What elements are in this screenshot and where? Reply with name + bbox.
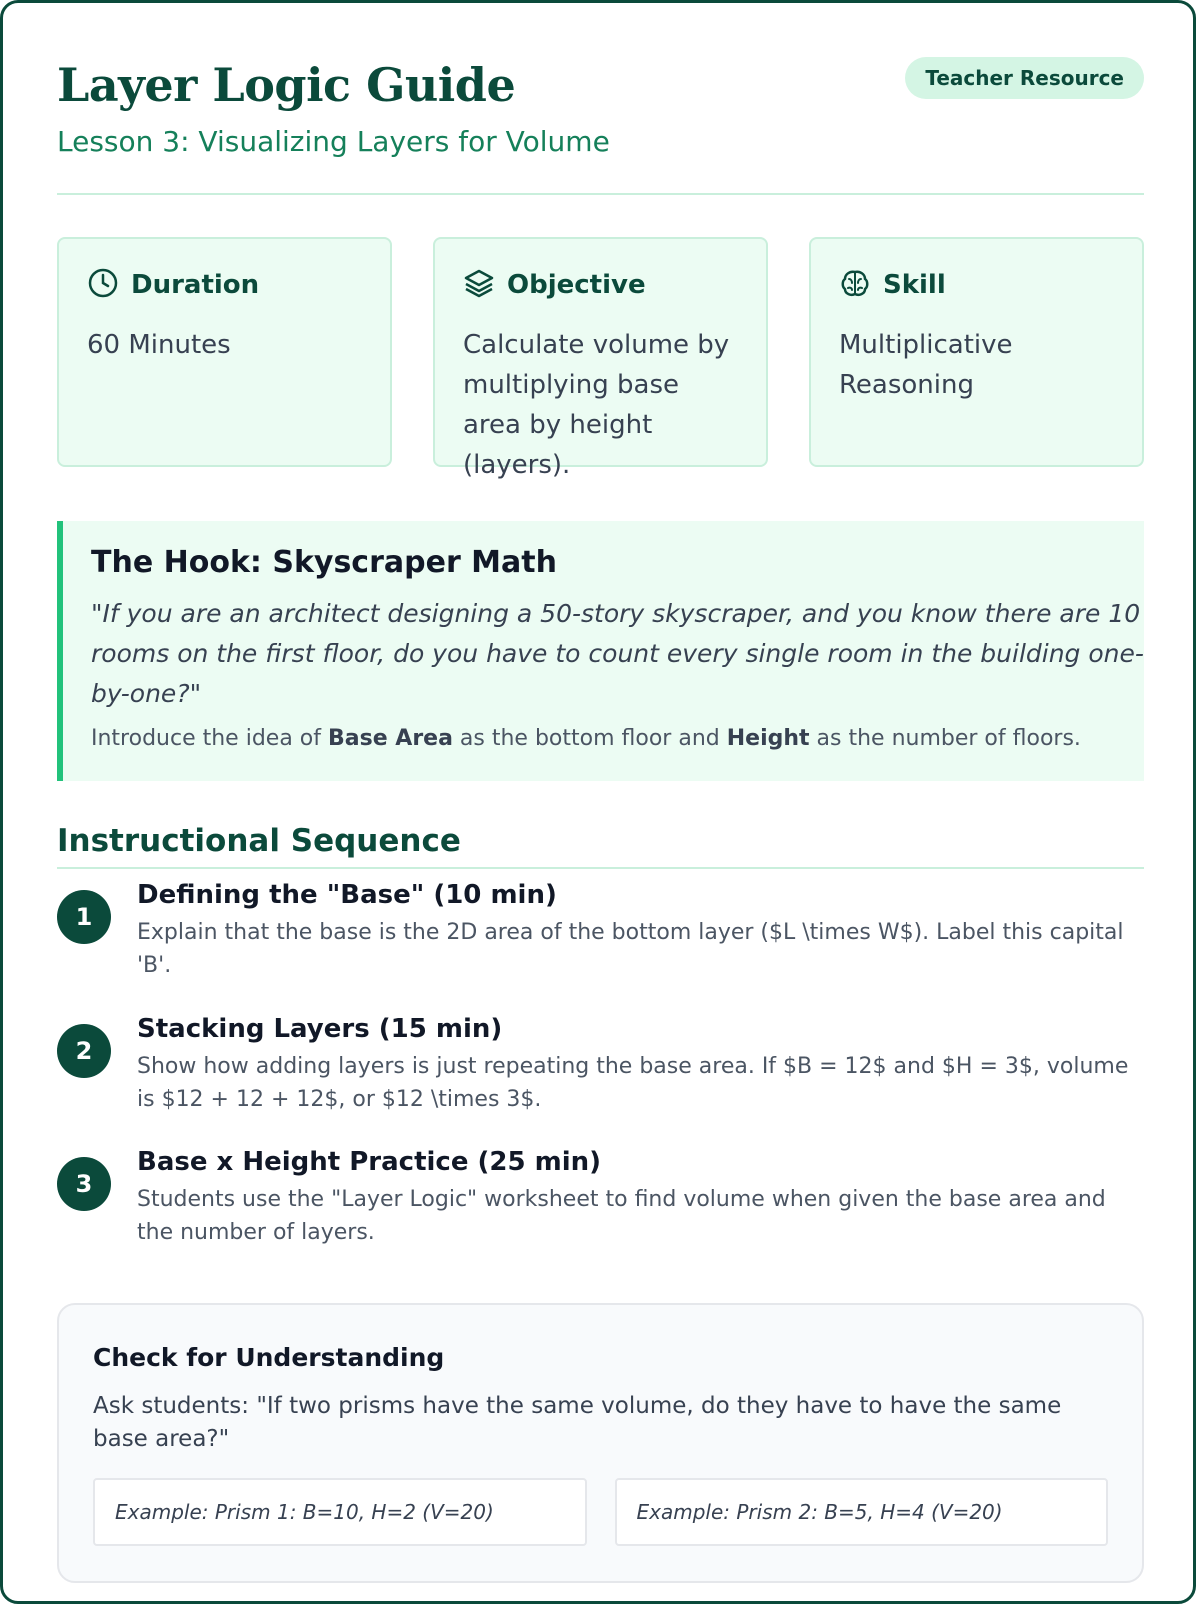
skill-card [809,237,1144,467]
step-title: Defining the "Base" (10 min) [137,880,557,910]
sequence-title: Instructional Sequence [57,823,461,859]
page-subtitle: Lesson 3: Visualizing Layers for Volume [57,125,610,158]
step-text: Show how adding layers is just repeating the base area. If $B = 12$ and $H = 3$, volume is $12 + 12 + 12$, or $12 \times 3$. [137,1054,1129,1112]
hook-section [57,521,1144,781]
teacher-resource-badge: Teacher Resource [905,57,1144,99]
step-text: Students use the "Layer Logic" worksheet to find volume when given the base area and the number of layers. [137,1187,1106,1245]
header-divider [57,193,1144,195]
brain-icon [839,267,871,303]
step-number-badge: 3 [57,1157,111,1211]
hook-note: Introduce the idea of Base Area as the bottom floor and Height as the number of floors. [91,726,1081,751]
check-title: Check for Understanding [93,1343,445,1372]
page-title: Layer Logic Guide [57,58,516,112]
clock-icon [87,267,119,303]
step-number-badge: 1 [57,890,111,944]
info-cards [57,237,1144,480]
card-title: Duration [131,270,260,300]
hook-quote: "If you are an architect designing a 50-story skyscraper, and you know there are 10 rooms on the first floor, do you have to count every single room in the building one-by-one?" [91,599,1144,708]
step-text: Explain that the base is the 2D area of the bottom layer ($L \times W$). Label this capital 'B'. [137,920,1124,978]
card-title: Objective [507,270,646,300]
step-number-badge: 2 [57,1024,111,1078]
term-height: Height [726,726,810,751]
check-for-understanding [57,1303,1144,1583]
step-title: Stacking Layers (15 min) [137,1014,503,1044]
sequence-divider [57,867,1144,869]
term-base-area: Base Area [328,726,453,751]
step-title: Base x Height Practice (25 min) [137,1147,602,1177]
example-box: Example: Prism 1: B=10, H=2 (V=20) [93,1478,587,1546]
card-text: Calculate volume by multiplying base area by height (layers). [463,330,730,480]
duration-card [57,237,392,467]
example-list [93,1478,1108,1546]
objective-card [433,237,768,480]
card-text: Multiplicative Reasoning [839,330,1013,400]
example-box: Example: Prism 2: B=5, H=4 (V=20) [615,1478,1109,1546]
check-question: Ask students: "If two prisms have the same volume, do they have to have the same base area?" [93,1393,1062,1452]
card-title: Skill [883,270,946,300]
hook-title: The Hook: Skyscraper Math [91,545,557,580]
card-text: 60 Minutes [87,330,231,360]
layers-icon [463,267,495,303]
